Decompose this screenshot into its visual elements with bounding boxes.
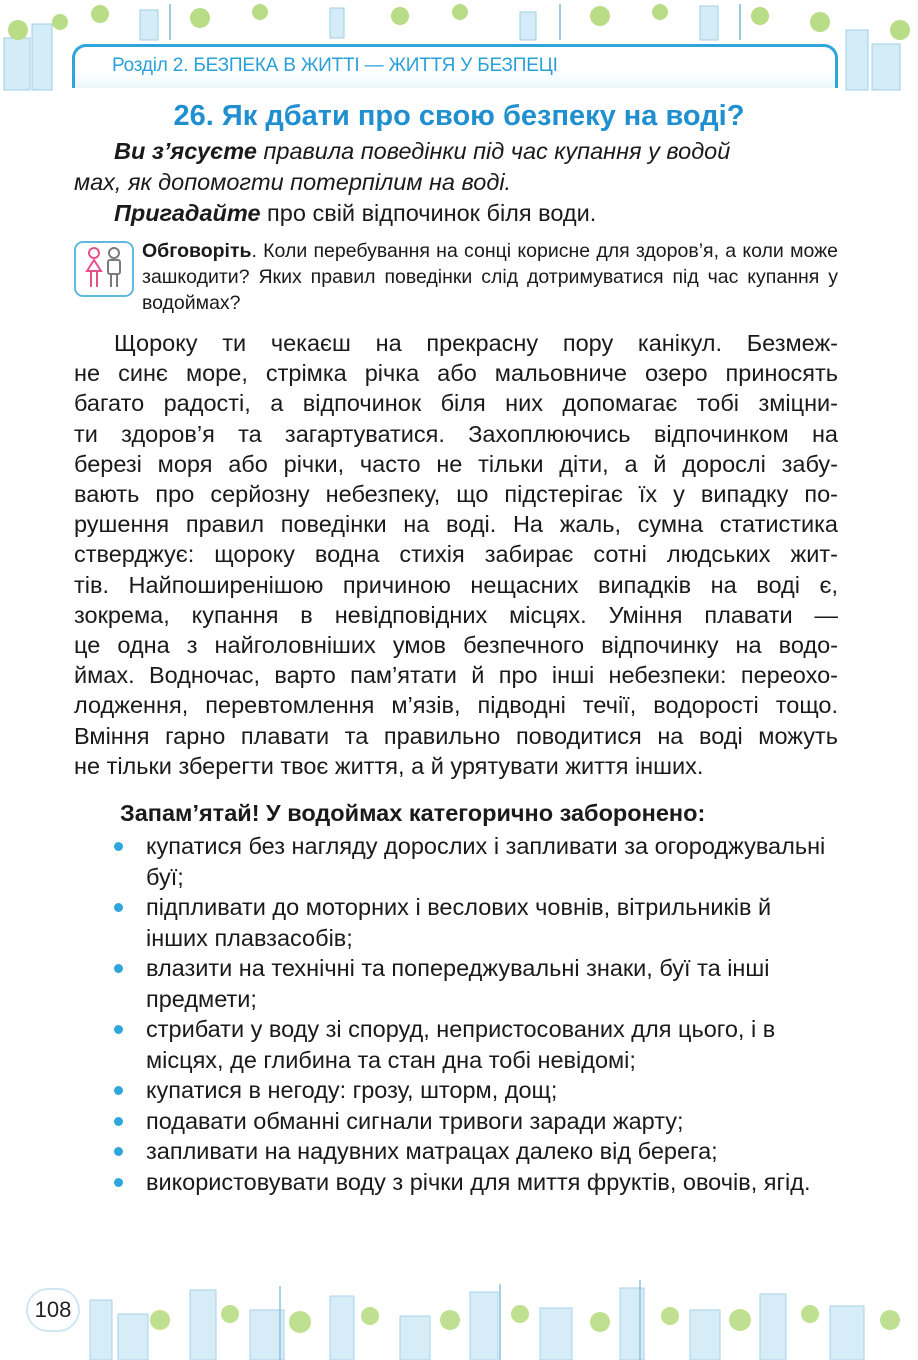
list-item: підпливати до моторних і веслових човнів, вітрильників й інших плавзасобів; <box>112 892 838 953</box>
text-line: не синє море, стрімка річка або мальовниче озеро приносять <box>74 360 838 387</box>
learn-text-1: правила поведінки під час купання у водой <box>256 138 731 164</box>
bullet-dot-icon <box>114 1178 123 1187</box>
section-number: Розділ 2. <box>112 55 189 76</box>
text-line: лодження, перевтомлення м’язів, підводні течії, водорості тощо. <box>74 692 838 719</box>
text-line: Щороку ти чекаєш на прекрасну пору канікул. Безмеж- <box>114 330 838 356</box>
people-icon <box>74 241 134 297</box>
prohibited-list <box>112 831 838 1197</box>
recall-paragraph <box>74 198 838 229</box>
bottom-city-illustration <box>0 1270 918 1360</box>
text-line: не тільки зберегти твоє життя, а й урятувати життя інших. <box>74 752 704 779</box>
text-line: стверджує: щороку водна стихія забирає сотні людських жит- <box>74 541 838 568</box>
text-line: рушення правил поведінки на воді. На жаль, сумна статистика <box>74 511 838 538</box>
bullet-dot-icon <box>114 1117 123 1126</box>
running-header <box>112 55 558 77</box>
list-item: купатися в негоду: грозу, шторм, дощ; <box>112 1075 838 1106</box>
discuss-label: Обговоріть <box>142 240 252 262</box>
text-line: тів. Найпоширенішою причиною нещасних випадків на воді є, <box>74 571 838 598</box>
discuss-text: . Коли перебування на сонці корисне для здоров’я, а коли може зашкодити? Яких правил поведінки слід дотримуватися під час купання у водоймах? <box>142 240 838 314</box>
list-item: влазити на технічні та попереджувальні знаки, буї та інші предмети; <box>112 953 838 1014</box>
text-line: березі моря або річки, часто не тільки діти, а й дорослі забу- <box>74 450 838 477</box>
recall-label: Пригадайте <box>114 200 261 226</box>
bullet-dot-icon <box>114 964 123 973</box>
chapter-title: БЕЗПЕКА В ЖИТТІ — ЖИТТЯ У БЕЗПЕЦІ <box>193 55 558 76</box>
text-line: ймах. Водночас, варто пам’ятати й про інші небезпеки: переохо- <box>74 662 838 689</box>
list-item: подавати обманні сигнали тривоги заради жарту; <box>112 1106 838 1137</box>
recall-text: про свій відпочинок біля води. <box>260 200 597 226</box>
list-item: використовувати воду з річки для миття фруктів, овочів, ягід. <box>112 1167 838 1198</box>
bullet-dot-icon <box>114 903 123 912</box>
text-line: ти здоров’я та загартуватися. Захоплюючись відпочинком на <box>74 420 838 447</box>
list-item: купатися без нагляду дорослих і запливати за огороджувальні буї; <box>112 831 838 892</box>
bullet-dot-icon <box>114 842 123 851</box>
text-line: це одна з найголовніших умов безпечного відпочинку на водо- <box>74 632 838 659</box>
learn-text-2: мах, як допомогти потерпілим на воді. <box>74 168 512 195</box>
lesson-title: 26. Як дбати про свою безпеку на воді? <box>173 100 745 132</box>
text-line: зокрема, купання в невідповідних місцях. Уміння плавати — <box>74 601 838 628</box>
remember-heading: Запам’ятай! У водоймах категорично заборонено: <box>120 800 706 826</box>
bullet-dot-icon <box>114 1086 123 1095</box>
discussion-prompt <box>142 238 838 316</box>
page-number: 108 <box>26 1288 80 1332</box>
learn-label: Ви з’ясуєте <box>114 138 257 164</box>
list-item: стрибати у воду зі споруд, непристосованих для цього, і в місцях, де глибина та стан дна тобі невідомі; <box>112 1014 838 1075</box>
bullet-dot-icon <box>114 1147 123 1156</box>
text-line: Вміння гарно плавати та правильно поводитися на воді можуть <box>74 722 838 749</box>
text-line: вають про серйозну небезпеку, що підстерігає їх у випадку по- <box>74 481 838 508</box>
list-item: запливати на надувних матрацах далеко від берега; <box>112 1136 838 1167</box>
bullet-dot-icon <box>114 1025 123 1034</box>
text-line: багато радості, а відпочинок біля них допомагає тобі зміцни- <box>74 390 838 417</box>
main-text <box>74 328 838 781</box>
learn-paragraph <box>74 136 838 197</box>
